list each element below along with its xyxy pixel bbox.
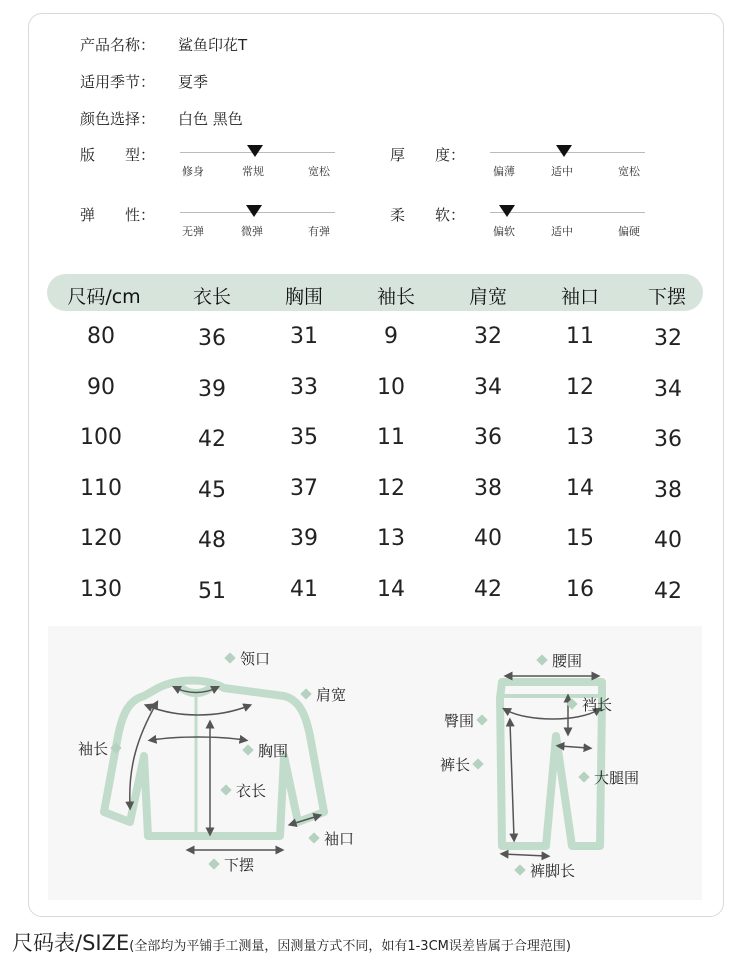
label-sleeve: 袖长: [78, 738, 126, 759]
measurement-cell: 36: [198, 326, 226, 351]
label-hip: 臀围: [444, 710, 492, 731]
fit-option: 修身: [182, 165, 204, 178]
elasticity-scale: [180, 201, 335, 241]
season-row: [80, 71, 208, 92]
measurement-cell: 16: [566, 577, 594, 602]
measurement-cell: 37: [290, 475, 318, 501]
header-cuff: 袖口: [560, 286, 600, 308]
fit-option: 常规: [242, 165, 264, 178]
softness-option: 偏硬: [618, 225, 640, 238]
measurement-cell: 39: [198, 376, 226, 402]
measurement-cell: 48: [198, 528, 226, 554]
measurement-cell: 11: [377, 425, 405, 451]
label-collar: 领口: [222, 648, 270, 669]
header-size: 尺码/cm: [67, 286, 141, 308]
softness-label: 柔 软：: [390, 206, 466, 224]
measurement-cell: 32: [654, 326, 682, 351]
measurement-cell: 51: [198, 579, 226, 604]
label-thigh: 大腿围: [576, 767, 639, 788]
color-value: 白色 黑色: [178, 110, 243, 128]
measurement-diagram: [48, 626, 702, 900]
thickness-option: 宽松: [618, 165, 640, 178]
header-sleeve: 袖长: [376, 286, 416, 308]
measurement-cell: 35: [290, 425, 318, 451]
fit-scale: [180, 141, 335, 181]
measurement-cell: 42: [198, 427, 226, 453]
size-cell: 130: [80, 577, 122, 602]
measurement-cell: 38: [654, 477, 682, 503]
label-hem: 下摆: [206, 854, 254, 875]
garment-illustration: [48, 626, 702, 900]
thickness-scale: [490, 141, 645, 181]
footer-caption: [12, 927, 571, 957]
thickness-option: 偏薄: [493, 165, 515, 178]
season-value: 夏季: [178, 73, 209, 91]
fit-selected-marker: [247, 145, 263, 157]
label-shoulder: 肩宽: [298, 684, 346, 705]
measurement-cell: 36: [474, 425, 502, 451]
measurement-cell: 15: [566, 526, 594, 552]
measurement-cell: 40: [474, 526, 502, 552]
measurement-cell: 40: [654, 528, 682, 554]
measurement-cell: 36: [654, 427, 682, 453]
footer-note: (全部均为平铺手工测量，因测量方式不同，如有1-3CM误差皆属于合理范围): [129, 939, 571, 954]
product-name-value: 鲨鱼印花T: [178, 36, 248, 54]
season-label: 适用季节：: [80, 73, 156, 91]
measurement-cell: 12: [377, 475, 405, 501]
elasticity-option: 有弹: [308, 225, 330, 238]
label-length: 衣长: [218, 780, 266, 801]
thickness-selected-marker: [556, 145, 572, 157]
label-pants-length: 裤长: [440, 754, 488, 775]
header-chest: 胸围: [284, 286, 324, 308]
size-table-header-bar: [47, 274, 703, 311]
size-cell: 120: [80, 526, 122, 552]
softness-option: 偏软: [493, 225, 515, 238]
measurement-cell: 32: [474, 324, 502, 349]
color-label: 颜色选择：: [80, 110, 156, 128]
measurement-cell: 34: [474, 374, 502, 400]
measurement-cell: 34: [654, 376, 682, 402]
measurement-cell: 42: [474, 577, 502, 602]
measurement-cell: 41: [290, 577, 318, 602]
footer-title: 尺码表/SIZE: [12, 931, 130, 955]
color-row: [80, 108, 243, 129]
softness-scale: [490, 201, 645, 241]
label-cuff: 袖口: [306, 828, 354, 849]
elasticity-option: 无弹: [182, 225, 204, 238]
measurement-cell: 10: [377, 374, 405, 400]
product-name-label: 产品名称：: [80, 36, 156, 54]
header-shoulder: 肩宽: [468, 286, 508, 308]
elasticity-option: 微弹: [241, 225, 263, 238]
label-chest: 胸围: [240, 740, 288, 761]
measurement-cell: 12: [566, 374, 594, 400]
softness-option: 适中: [551, 225, 573, 238]
fit-label: 版 型：: [80, 146, 156, 164]
measurement-cell: 38: [474, 475, 502, 501]
thickness-label: 厚 度：: [390, 146, 466, 164]
header-length: 衣长: [192, 286, 232, 308]
measurement-cell: 14: [566, 475, 594, 501]
header-hem: 下摆: [647, 286, 687, 308]
size-cell: 80: [87, 324, 115, 349]
size-cell: 100: [80, 425, 122, 451]
elasticity-selected-marker: [246, 205, 262, 217]
size-cell: 90: [87, 374, 115, 400]
product-name-row: [80, 34, 247, 55]
measurement-cell: 42: [654, 579, 682, 604]
size-cell: 110: [80, 475, 122, 501]
label-waist: 腰围: [534, 650, 582, 671]
measurement-cell: 31: [290, 324, 318, 349]
measurement-cell: 14: [377, 577, 405, 602]
label-leg-opening: 裤脚长: [512, 860, 575, 881]
measurement-cell: 45: [198, 477, 226, 503]
shirt-outline: [104, 681, 324, 837]
thickness-option: 适中: [551, 165, 573, 178]
elasticity-label: 弹 性：: [80, 206, 156, 224]
measurement-cell: 11: [566, 324, 594, 349]
softness-selected-marker: [499, 205, 515, 217]
measurement-cell: 13: [377, 526, 405, 552]
fit-option: 宽松: [308, 165, 330, 178]
measurement-cell: 33: [290, 374, 318, 400]
label-rise: 裆长: [564, 694, 612, 715]
measurement-cell: 39: [290, 526, 318, 552]
measurement-cell: 13: [566, 425, 594, 451]
measurement-cell: 9: [384, 324, 398, 349]
